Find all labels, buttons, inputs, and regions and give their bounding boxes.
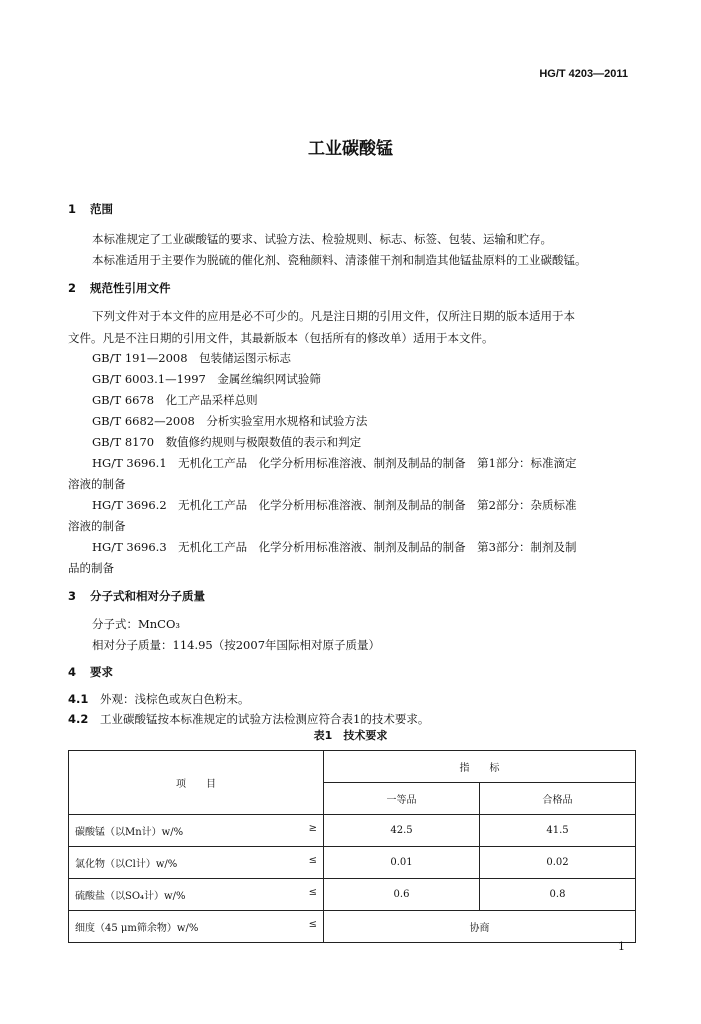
section-2-heading: 2 规范性引用文件: [68, 281, 171, 295]
grade2-cell: 41.5: [480, 815, 636, 847]
reference-item: GB/T 8170 数值修约规则与极限数值的表示和判定: [92, 435, 362, 449]
table-row: [69, 847, 636, 879]
reference-item-cont: 溶液的制备: [68, 477, 126, 491]
table-caption: 表1 技术要求: [313, 729, 388, 742]
formula-line: 分子式：MnCO₃: [92, 617, 181, 631]
grade2-cell: 0.8: [480, 879, 636, 911]
table-row: [69, 911, 636, 943]
requirements-table: [68, 750, 636, 943]
reference-item: GB/T 6682—2008 分析实验室用水规格和试验方法: [92, 414, 368, 428]
reference-item-cont: 溶液的制备: [68, 519, 126, 533]
header-index: 指 标: [324, 751, 636, 783]
paragraph: 本标准适用于主要作为脱硫的催化剂、瓷釉颜料、清漆催干剂和制造其他锰盐原料的工业碳酸锰。: [92, 253, 587, 267]
reference-item: HG/T 3696.1 无机化工产品 化学分析用标准溶液、制剂及制品的制备 第1部分：标准滴定: [92, 456, 577, 470]
grade1-cell: 0.01: [324, 847, 480, 879]
reference-item: GB/T 6678 化工产品采样总则: [92, 393, 258, 407]
reference-item: GB/T 6003.1—1997 金属丝编织网试验筛: [92, 372, 321, 386]
merged-cell: 协商: [324, 911, 636, 943]
paragraph: 本标准规定了工业碳酸锰的要求、试验方法、检验规则、标志、标签、包装、运输和贮存。: [92, 232, 552, 246]
section-1-heading: 1 范围: [68, 202, 113, 216]
item-cell: 氯化物（以Cl计）w/% ≤: [69, 847, 324, 879]
standard-number: HG/T 4203—2011: [539, 68, 628, 80]
header-grade2: 合格品: [480, 783, 636, 815]
reference-item: GB/T 191—2008 包装储运图示标志: [92, 351, 292, 365]
reference-item: HG/T 3696.3 无机化工产品 化学分析用标准溶液、制剂及制品的制备 第3部分：制剂及制: [92, 540, 577, 554]
grade2-cell: 0.02: [480, 847, 636, 879]
table-row: [69, 879, 636, 911]
item-cell: 碳酸锰（以Mn计）w/% ≥: [69, 815, 324, 847]
document-title: 工业碳酸锰: [308, 139, 393, 159]
item-cell: 硫酸盐（以SO₄计）w/% ≤: [69, 879, 324, 911]
paragraph: 下列文件对于本文件的应用是必不可少的。凡是注日期的引用文件，仅所注日期的版本适用于本: [92, 309, 575, 323]
header-grade1: 一等品: [324, 783, 480, 815]
paragraph: 文件。凡是不注日期的引用文件，其最新版本（包括所有的修改单）适用于本文件。: [68, 331, 494, 345]
reference-item-cont: 品的制备: [68, 561, 114, 575]
header-item: 项 目: [69, 751, 324, 815]
clause-4-2: 4.2 工业碳酸锰按本标准规定的试验方法检测应符合表1的技术要求。: [68, 712, 430, 726]
page-number: 1: [618, 940, 625, 953]
clause-4-1: 4.1 外观：浅棕色或灰白色粉末。: [68, 692, 250, 706]
reference-item: HG/T 3696.2 无机化工产品 化学分析用标准溶液、制剂及制品的制备 第2部分：杂质标准: [92, 498, 577, 512]
molar-mass-line: 相对分子质量：114.95（按2007年国际相对原子质量）: [92, 638, 381, 652]
table-row: [69, 815, 636, 847]
section-3-heading: 3 分子式和相对分子质量: [68, 589, 205, 603]
item-cell: 细度（45 μm筛余物）w/% ≤: [69, 911, 324, 943]
grade1-cell: 42.5: [324, 815, 480, 847]
grade1-cell: 0.6: [324, 879, 480, 911]
section-4-heading: 4 要求: [68, 665, 113, 679]
